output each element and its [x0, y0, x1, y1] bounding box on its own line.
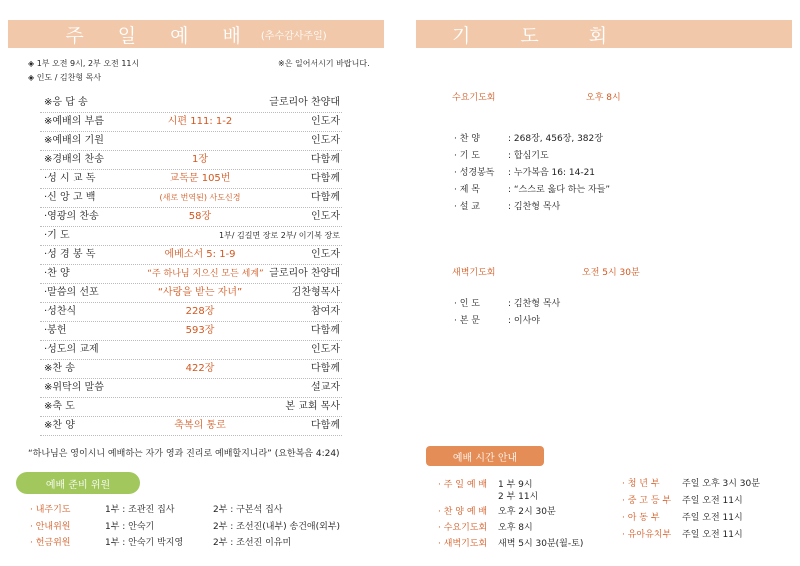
schedule-title	[426, 446, 544, 466]
worship-subtitle: (추수감사주일)	[260, 30, 327, 42]
schedule-title-text: 예배 시간 안내	[452, 452, 518, 464]
service-times: ◈ 1부 오전 9시, 2부 오전 11시	[28, 59, 140, 68]
order-detail: “주 하나님 지으신 모든 세계”	[147, 269, 264, 279]
dawn-item	[454, 314, 540, 329]
schedule-name: · 청 년 부	[622, 479, 660, 489]
dawn-item	[454, 297, 560, 312]
prep-second: 2부 : 구본석 집사	[213, 505, 283, 515]
order-row	[40, 208, 342, 227]
order-label: ·말씀의 선포	[44, 287, 99, 298]
wed-item	[454, 166, 595, 181]
wed-value: : 합심기도	[508, 151, 549, 161]
order-label: ·성찬식	[44, 306, 77, 317]
schedule-time: 오후 8시	[498, 523, 533, 533]
schedule-name: · 주 일 예 배	[438, 480, 488, 490]
order-row	[40, 189, 342, 208]
order-by: 다함께	[311, 173, 340, 184]
schedule-time: 새벽 5시 30분(월-토)	[498, 539, 584, 549]
worship-title: 주 일 예 배	[65, 24, 255, 47]
order-detail: 에베소서 5: 1-9	[164, 249, 236, 260]
order-by: 다함께	[311, 420, 340, 431]
prep-role: · 내주기도	[30, 505, 71, 515]
schedule-time: 2 부 11시	[498, 492, 539, 502]
schedule-name: · 새벽기도회	[438, 539, 488, 549]
order-by: 다함께	[311, 325, 340, 336]
stand-note: ※은 일어서시기 바랍니다.	[278, 59, 370, 68]
order-row	[40, 398, 342, 417]
order-by: 인도자	[311, 344, 340, 355]
order-row	[40, 322, 342, 341]
wed-key: · 찬 양	[454, 134, 480, 144]
order-detail: 58장	[188, 211, 212, 222]
schedule-name: · 찬 양 예 배	[438, 507, 488, 517]
prep-role: · 헌금위원	[30, 538, 71, 548]
order-label: ※찬 양	[44, 420, 75, 431]
order-detail: “사랑을 받는 자녀”	[157, 287, 243, 298]
order-row	[40, 170, 342, 189]
order-row	[40, 265, 342, 284]
schedule-name: · 아 동 부	[622, 513, 660, 523]
order-detail: 1장	[191, 154, 209, 165]
schedule-item	[438, 504, 556, 517]
worship-banner	[8, 20, 384, 48]
order-label: ·성 경 봉 독	[44, 249, 96, 260]
wed-prayer-title: 수요기도회	[452, 93, 496, 103]
order-by: 다함께	[311, 154, 340, 165]
prep-first: 1부 : 안숙기	[105, 522, 155, 532]
order-row	[40, 151, 342, 170]
prep-first: 1부 : 조관진 집사	[105, 505, 175, 515]
wed-item	[454, 183, 610, 198]
order-detail: 593장	[185, 325, 215, 336]
order-label: ·찬 양	[44, 268, 70, 279]
order-row	[40, 303, 342, 322]
order-label: ·성 시 교 독	[44, 173, 96, 184]
prep-committee-title	[16, 472, 140, 494]
order-by: 인도자	[311, 249, 340, 260]
schedule-item	[622, 510, 743, 523]
prep-row	[30, 535, 390, 548]
order-by: 인도자	[311, 116, 340, 127]
order-by: 글로리아 찬양대	[269, 97, 340, 108]
prep-second: 2부 : 조선진(내부) 송건애(외부)	[213, 522, 341, 532]
order-row	[40, 417, 342, 436]
schedule-item	[622, 476, 760, 489]
leader-info: ◈ 인도 / 김찬형 목사	[28, 73, 102, 82]
dawn-value: : 김찬형 목사	[508, 299, 561, 309]
wed-item	[454, 132, 603, 147]
order-detail: 228장	[185, 306, 215, 317]
order-by: 글로리아 찬양대	[269, 268, 340, 279]
order-by: 설교자	[311, 382, 340, 393]
prep-row	[30, 519, 390, 532]
order-by: 다함께	[311, 363, 340, 374]
prep-second: 2부 : 조선진 이유미	[213, 538, 292, 548]
schedule-name: · 유아유치부	[622, 530, 672, 540]
order-detail: 시편 111: 1-2	[167, 116, 233, 127]
order-label: ·신 앙 고 백	[44, 192, 96, 203]
order-label: ·기 도	[44, 230, 70, 241]
dawn-key: · 본 문	[454, 316, 480, 326]
order-by: 인도자	[311, 135, 340, 146]
order-label: ※축 도	[44, 401, 75, 412]
schedule-item	[622, 527, 743, 540]
order-by: 김찬형목사	[291, 287, 340, 298]
schedule-time: 주일 오전 11시	[682, 513, 743, 523]
order-row	[40, 284, 342, 303]
wed-key: · 제 목	[454, 185, 480, 195]
order-label: ※응 답 송	[44, 97, 88, 108]
dawn-prayer-title: 새벽기도회	[452, 268, 496, 278]
order-row	[40, 94, 342, 113]
order-detail: (새로 번역된) 사도신경	[159, 193, 241, 202]
schedule-time: 주일 오전 11시	[682, 530, 743, 540]
order-by: 참여자	[311, 306, 340, 317]
order-row	[40, 113, 342, 132]
prayer-title: 기 도 회	[452, 24, 630, 47]
wed-item	[454, 200, 560, 215]
order-label: ·성도의 교제	[44, 344, 99, 355]
order-label: ※경배의 찬송	[44, 154, 104, 165]
order-label: ※예배의 기원	[44, 135, 104, 146]
dawn-prayer-time: 오전 5시 30분	[582, 268, 640, 278]
order-row	[40, 360, 342, 379]
scripture-quote: “하나님은 영이시니 예배하는 자가 영과 진리로 예배할지니라” (요한복음 4:24)	[28, 449, 340, 459]
prep-row	[30, 502, 390, 515]
order-row	[40, 379, 342, 398]
schedule-item	[438, 536, 583, 549]
schedule-item	[438, 520, 533, 533]
order-label: ※찬 송	[44, 363, 75, 374]
order-row	[40, 227, 342, 246]
order-by: 1부/ 김길면 장로 2부/ 이기복 장로	[218, 231, 340, 240]
schedule-time: 주일 오후 3시 30분	[682, 479, 760, 489]
schedule-name: · 수요기도회	[438, 523, 488, 533]
order-detail: 축복의 통로	[174, 420, 226, 431]
schedule-item	[622, 493, 743, 506]
wed-prayer-time: 오후 8시	[586, 93, 621, 103]
schedule-time: 1 부 9시	[498, 480, 533, 490]
order-label: ·영광의 찬송	[44, 211, 99, 222]
wed-value: : 268장, 456장, 382장	[508, 134, 603, 144]
dawn-value: : 이사야	[508, 316, 540, 326]
order-label: ※위탁의 말씀	[44, 382, 104, 393]
order-row	[40, 341, 342, 360]
order-row	[40, 246, 342, 265]
schedule-time: 주일 오전 11시	[682, 496, 743, 506]
order-by: 인도자	[311, 211, 340, 222]
order-by: 본 교회 목사	[285, 401, 340, 412]
wed-key: · 설 교	[454, 202, 480, 212]
order-by: 다함께	[311, 192, 340, 203]
wed-item	[454, 149, 549, 164]
order-detail: 422장	[185, 363, 215, 374]
wed-key: · 기 도	[454, 151, 480, 161]
dawn-key: · 인 도	[454, 299, 480, 309]
schedule-item-extra	[498, 489, 538, 502]
schedule-time: 오후 2시 30분	[498, 507, 556, 517]
prep-role: · 안내위원	[30, 522, 71, 532]
wed-value: : 김찬형 목사	[508, 202, 561, 212]
order-label: ※예배의 부름	[44, 116, 104, 127]
wed-key: · 성경봉독	[454, 168, 495, 178]
wed-value: : 누가복음 16: 14-21	[508, 168, 596, 178]
prep-first: 1부 : 안숙기 박지영	[105, 538, 184, 548]
schedule-name: · 중 고 등 부	[622, 496, 672, 506]
prayer-banner	[416, 20, 792, 48]
prep-title-text: 예배 준비 위원	[45, 479, 111, 491]
wed-value: : “스스로 옳다 하는 자들”	[508, 185, 611, 195]
order-label: ·봉헌	[44, 325, 67, 336]
order-detail: 교독문 105번	[169, 173, 231, 184]
order-row	[40, 132, 342, 151]
